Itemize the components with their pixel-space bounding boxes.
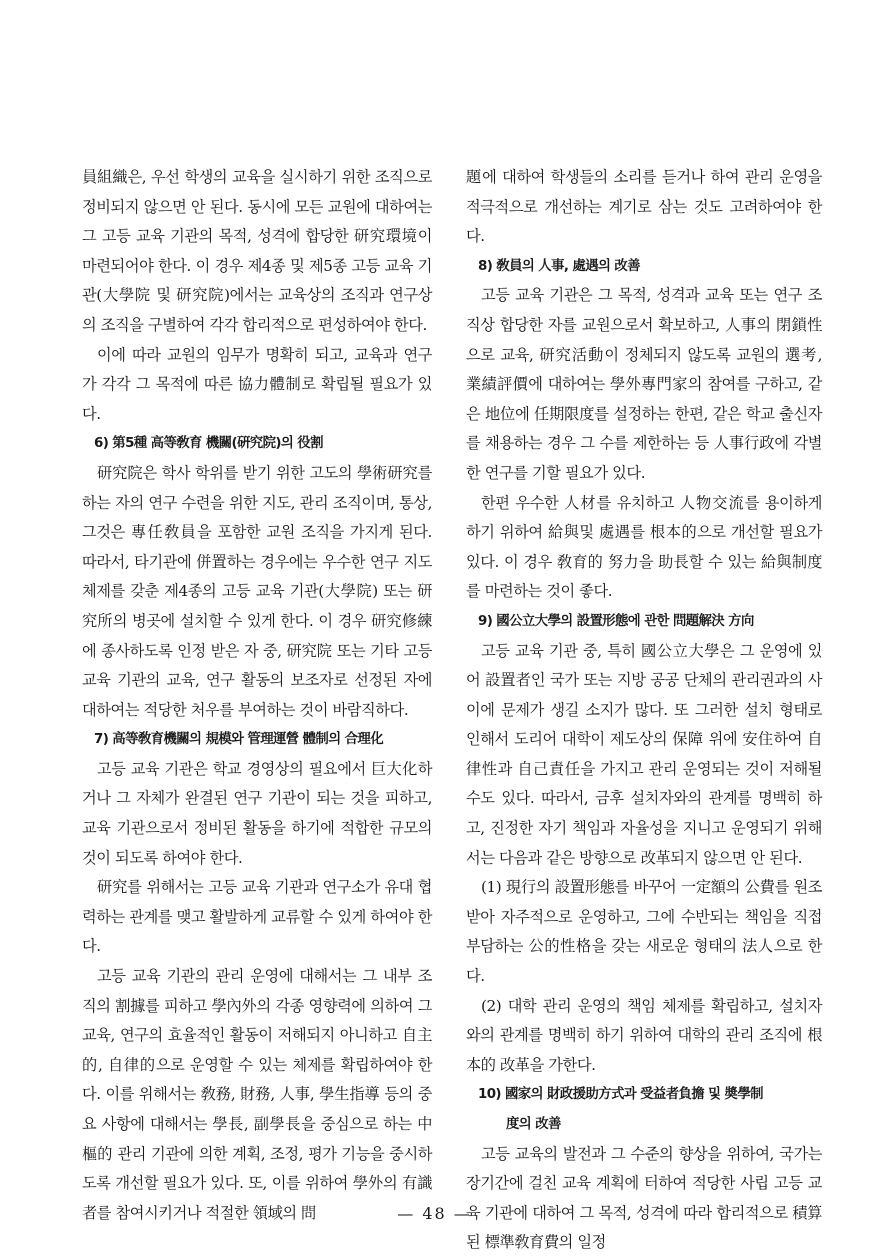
page-number: — 48 — [397,1204,472,1223]
paragraph: 고등 교육 기관은 그 목적, 성격과 교육 또는 연구 조직상 합당한 자를 교원으로서 확보하고, 人事의 閉鎖性으로 교육, 研究活動이 정체되지 않도록 교원의 選考, 業績評價에 대하여는 學外專門家의 참여를 구하고, 같은 地位에 任期限度를 설정하는 한편, 같은 학교 출신자를 채용하는 경우 그 수를 제한하는 등 人事行政에 각별한 연구를 기할 필요가 있다. [466,286,822,482]
paragraph: 고등 교육 기관의 관리 운영에 대해서는 그 내부 조직의 割據를 피하고 學內外의 각종 영향력에 의하여 그 교육, 연구의 효율적인 활동이 저해되지 아니하고 自主的, 自律的으로 운영할 수 있는 체제를 확립하여야 한다. 이를 위해서는 敎務, 財務, 人事, 學生指導 등의 중요 사항에 대해서는 學長, 副學長을 중심으로 하는 中樞的 관리 기관에 의한 계획, 조정, 평가 기능을 중시하도록 개선할 필요가 있다. 또, 이를 위하여 學外의 有識者를 참여시키거나 적절한 領域의 問 [82,967,432,1222]
paragraph: (1) 現行의 設置形態를 바꾸어 一定額의 公費를 원조 받아 자주적으로 운영하고, 그에 수반되는 책임을 직접 부담하는 公的性格을 갖는 새로운 형태의 法人으로 한다. [466,878,822,986]
section-heading-9: 9) 國公立大學의 設置形態에 관한 問題解決 方向 [478,613,754,629]
section-heading-6: 6) 第5種 高等敎育 機關(硏究院)의 役割 [94,436,323,452]
paragraph: 고등 교육의 발전과 그 수준의 향상을 위하여, 국가는 장기간에 걸친 교육 계획에 터하여 적당한 사립 고등 교육 기관에 대하여 그 목적, 성격에 따라 합리적으로 積算된 標準敎育費의 일정 [466,1144,822,1252]
section-heading-10-line2: 度의 改善 [506,1117,561,1132]
paragraph: 研究를 위해서는 고등 교육 기관과 연구소가 유대 협력하는 관계를 맺고 활발하게 교류할 수 있게 하여야 한다. [82,878,432,956]
paragraph: 한편 우수한 人材를 유치하고 人物交流를 용이하게 하기 위하여 給與및 處遇를 根本的으로 개선할 필요가 있다. 이 경우 敎育的 努力을 助長할 수 있는 給與制度를 마련하는 것이 좋다. [466,493,822,601]
paragraph: 고등 교육 기관 중, 특히 國公立大學은 그 운영에 있어 設置者인 국가 또는 지방 공공 단체의 관리권과의 사이에 문제가 생길 소지가 많다. 또 그러한 설치 형태로 인해서 도리어 대학이 제도상의 保障 위에 安住하여 自律性과 自己責任을 가지고 관리 운영되는 것이 저해될 수도 있다. 따라서, 금후 설치자와의 관계를 명백히 하고, 진정한 자기 책임과 자율성을 지니고 운영되기 위해서는 다음과 같은 방향으로 改革되지 않으면 안 된다. [466,641,822,867]
section-heading-8: 8) 敎員의 人事, 處遇의 改善 [478,258,640,274]
section-heading-10-line1: 10) 國家의 財政援助方式과 受益者負擔 및 奬學制 [478,1087,763,1103]
right-column [466,163,822,1258]
paragraph: 研究院은 학사 학위를 받기 위한 고도의 學術研究를 하는 자의 연구 수련을 위한 지도, 관리 조직이며, 통상, 그것은 專任敎員을 포함한 교원 조직을 가지게 된다. 따라서, 타기관에 併置하는 경우에는 우수한 연구 지도 체제를 갖춘 제4종의 고등 교육 기관(大學院) 또는 研究所의 병곳에 설치할 수 있게 한다. 이 경우 研究修練에 종사하도록 인정 받은 자 중, 研究院 또는 기타 고등 교육 기관의 교육, 연구 활동의 보조자로 선정된 자에 대하여는 적당한 처우를 부여하는 것이 바람직하다. [82,463,432,719]
section-heading-7: 7) 高等敎育機關의 規模와 管理運營 體制의 合理化 [94,732,383,748]
paragraph: 고등 교육 기관은 학교 경영상의 필요에서 巨大化하거나 그 자체가 완결된 연구 기관이 되는 것을 피하고, 교육 기관으로서 정비된 활동을 하기에 적합한 규모의 것이 되도록 하여야 한다. [82,759,432,867]
paragraph: 員組織은, 우선 학생의 교육을 실시하기 위한 조직으로 정비되지 않으면 안 된다. 동시에 모든 교원에 대하여는 그 고등 교육 기관의 목적, 성격에 합당한 研究環境이 마련되어야 한다. 이 경우 제4종 및 제5종 고등 교육 기관(大學院 및 研究院)에서는 교육상의 조직과 연구상의 조직을 구별하여 각각 합리적으로 편성하여야 한다. [82,168,432,334]
section-heading-10 [466,1080,822,1139]
paragraph: 이에 따라 교원의 임무가 명확히 되고, 교육과 연구가 각각 그 목적에 따른 協力體制로 확립될 필요가 있다. [82,345,432,423]
paragraph: (2) 대학 관리 운영의 책임 체제를 확립하고, 설치자와의 관계를 명백히 하기 위하여 대학의 관리 조직에 根本的 改革을 가한다. [466,996,822,1074]
left-column [82,163,432,1228]
paragraph: 題에 대하여 학생들의 소리를 듣거나 하여 관리 운영을 적극적으로 개선하는 계기로 삼는 것도 고려하여야 한다. [466,168,822,246]
